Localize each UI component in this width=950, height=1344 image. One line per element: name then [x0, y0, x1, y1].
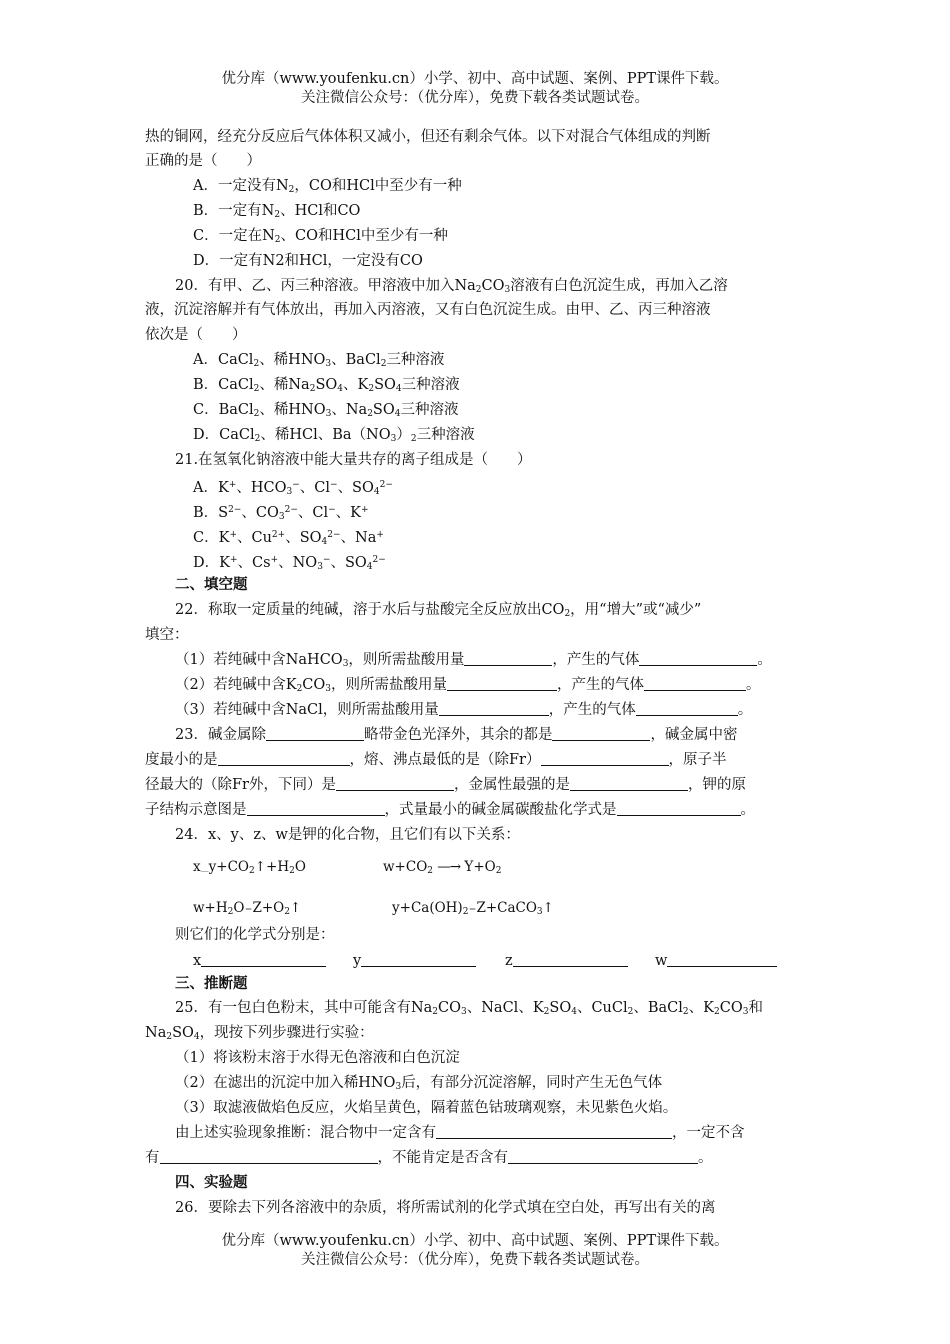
answer-blank[interactable]: [201, 952, 326, 967]
answer-blank[interactable]: [541, 751, 669, 766]
answer-blank[interactable]: [513, 952, 628, 967]
q23-line-3: 径最大的（除Fr外，下同）是 ，金属性最强的是 ，钾的原: [145, 777, 746, 793]
q21-stem: 21.在氢氧化钠溶液中能大量共存的离子组成是（ ）: [175, 452, 532, 468]
section-heading-fill-in: 二、填空题: [175, 576, 248, 593]
q25-stem-line-2: $Na_2SO_4$，现按下列步骤进行实验：: [145, 1025, 374, 1042]
q24-equation-4: $y+Ca(OH)_2=Z+CaCO_3↑$: [392, 900, 554, 917]
q26-stem: 26．要除去下列各溶液中的杂质，将所需试剂的化学式填在空白处，再写出有关的离: [175, 1200, 716, 1216]
footer-line-1: 优分库（www.youfenku.cn）小学、初中、高中试题、案例、PPT课件下载。: [221, 1233, 729, 1249]
header-line-1: 优分库（www.youfenku.cn）小学、初中、高中试题、案例、PPT课件下载。: [221, 71, 729, 87]
q24-equation-1: $x\_y+CO_2↑+H_2O$: [193, 859, 306, 876]
q24-answer-z: z: [505, 950, 628, 972]
answer-blank[interactable]: [617, 801, 741, 816]
answer-blank[interactable]: [636, 701, 738, 716]
q22-stem-line-1: 22．称取一定质量的纯碱，溶于水后与盐酸完全反应放出$CO_2$，用“增大”或“减少”: [175, 602, 702, 619]
q23-line-4: 子结构示意图是 ，式量最小的碱金属碳酸盐化学式是 。: [145, 802, 755, 818]
footer-line-2: 关注微信公众号：（优分库），免费下载各类试题试卷。: [301, 1252, 649, 1268]
answer-blank[interactable]: [552, 726, 650, 741]
page-header: [0, 70, 950, 108]
q24-ask: 则它们的化学式分别是：: [175, 927, 335, 943]
answer-blank[interactable]: [247, 801, 385, 816]
q19-option-b: B．一定有$N_2$、HCl和CO: [193, 203, 361, 220]
answer-blank[interactable]: [447, 676, 557, 691]
q19-option-d: D．一定有N2和HCl，一定没有CO: [193, 253, 423, 269]
q20-option-c: C．BaCl$_2$、稀$HNO_3$、$Na_2SO_4$三种溶液: [193, 402, 459, 419]
q20-option-a: A．CaCl$_2$、稀$HNO_3$、BaCl$_2$三种溶液: [193, 352, 445, 369]
answer-blank[interactable]: [266, 726, 364, 741]
answer-blank[interactable]: [508, 1149, 698, 1164]
q19-stem-line-1: 热的铜网，经充分反应后气体体积又减小，但还有剩余气体。以下对混合气体组成的判断: [145, 129, 711, 145]
q25-step-2: （2）在滤出的沉淀中加入稀$HNO_3$后，有部分沉淀溶解，同时产生无色气体: [175, 1075, 663, 1092]
q20-option-d: D．CaCl$_2$、稀HCl、$Ba(NO_3)_2$三种溶液: [193, 427, 475, 444]
q24-equation-2: $w+CO_2$ —→ $Y+O_2$: [383, 859, 502, 876]
answer-blank[interactable]: [160, 1149, 378, 1164]
q19-option-a: A．一定没有$N_2$，CO和HCl中至少有一种: [193, 178, 462, 195]
q23-line-2: 度最小的是 ，熔、沸点最低的是（除Fr） ，原子半: [145, 752, 727, 768]
q21-option-b: B．$S^{2-}$、$CO_3^{2-}$、Cl−、K+: [193, 505, 369, 522]
header-line-2: 关注微信公众号：（优分库），免费下载各类试题试卷。: [301, 90, 649, 106]
answer-blank[interactable]: [361, 952, 476, 967]
q21-option-c: C．K+、$Cu^{2+}$、$SO_4^{2-}$、Na+: [193, 530, 384, 547]
q25-stem-line-1: 25．有一包白色粉末，其中可能含有$Na_2CO_3$、NaCl、$K_2SO_4$、CuCl$_2$、BaCl$_2$、$K_2CO_3$和: [175, 1000, 763, 1017]
q24-equation-3: $w+H_2O=Z+O_2↑$: [193, 900, 302, 917]
page-footer: [0, 1232, 950, 1270]
q19-stem-line-2: 正确的是（ ）: [145, 153, 261, 169]
answer-blank[interactable]: [570, 776, 688, 791]
q20-stem-line-2: 液，沉淀溶解并有气体放出，再加入丙溶液，又有白色沉淀生成。由甲、乙、丙三种溶液: [145, 302, 711, 318]
q24-answer-y: y: [353, 950, 476, 972]
q25-conclusion-line-2: 有 ，不能肯定是否含有 。: [145, 1150, 713, 1166]
answer-blank[interactable]: [667, 952, 777, 967]
q21-option-a: A．K+、$HCO_3^-$、Cl−、$SO_4^{2-}$: [193, 480, 393, 497]
q24-stem: 24．x、y、z、w是钾的化合物，且它们有以下关系：: [175, 827, 520, 843]
q20-stem-line-1: 20．有甲、乙、丙三种溶液。甲溶液中加入$Na_2CO_3$溶液有白色沉淀生成，再加入乙溶: [175, 278, 728, 295]
q25-step-1: （1）将该粉末溶于水得无色溶液和白色沉淀: [175, 1050, 460, 1066]
q23-line-1: 23．碱金属除 略带金色光泽外，其余的都是 ，碱金属中密: [175, 727, 738, 743]
q19-option-c: C．一定在$N_2$、CO和HCl中至少有一种: [193, 228, 448, 245]
q24-answer-x: x: [193, 950, 326, 972]
q20-stem-line-3: 依次是（ ）: [145, 327, 247, 343]
q20-option-b: B．CaCl$_2$、稀$Na_2SO_4$、$K_2SO_4$三种溶液: [193, 377, 460, 394]
answer-blank[interactable]: [439, 701, 549, 716]
q21-option-d: D．K+、Cs+、$NO_3^-$、$SO_4^{2-}$: [193, 555, 386, 572]
q24-answer-w: w: [655, 950, 777, 972]
q22-item-1: （1）若纯碱中含NaHCO$_3$，则所需盐酸用量 ，产生的气体 。: [175, 652, 772, 669]
answer-blank[interactable]: [336, 776, 454, 791]
q22-stem-line-2: 填空：: [145, 627, 189, 643]
answer-blank[interactable]: [644, 676, 746, 691]
q25-step-3: （3）取滤液做焰色反应，火焰呈黄色，隔着蓝色钴玻璃观察，未见紫色火焰。: [175, 1100, 678, 1116]
answer-blank[interactable]: [436, 1124, 672, 1139]
answer-blank[interactable]: [218, 751, 350, 766]
answer-blank[interactable]: [639, 651, 757, 666]
answer-blank[interactable]: [464, 651, 552, 666]
q22-item-2: （2）若纯碱中含$K_2CO_3$，则所需盐酸用量 ，产生的气体 。: [175, 677, 761, 694]
q25-conclusion-line-1: 由上述实验现象推断：混合物中一定含有 ，一定不含: [175, 1125, 745, 1141]
q22-item-3: （3）若纯碱中含NaCl，则所需盐酸用量 ，产生的气体 。: [175, 702, 753, 718]
section-heading-experiment: 四、实验题: [175, 1174, 248, 1191]
section-heading-inference: 三、推断题: [175, 975, 248, 992]
